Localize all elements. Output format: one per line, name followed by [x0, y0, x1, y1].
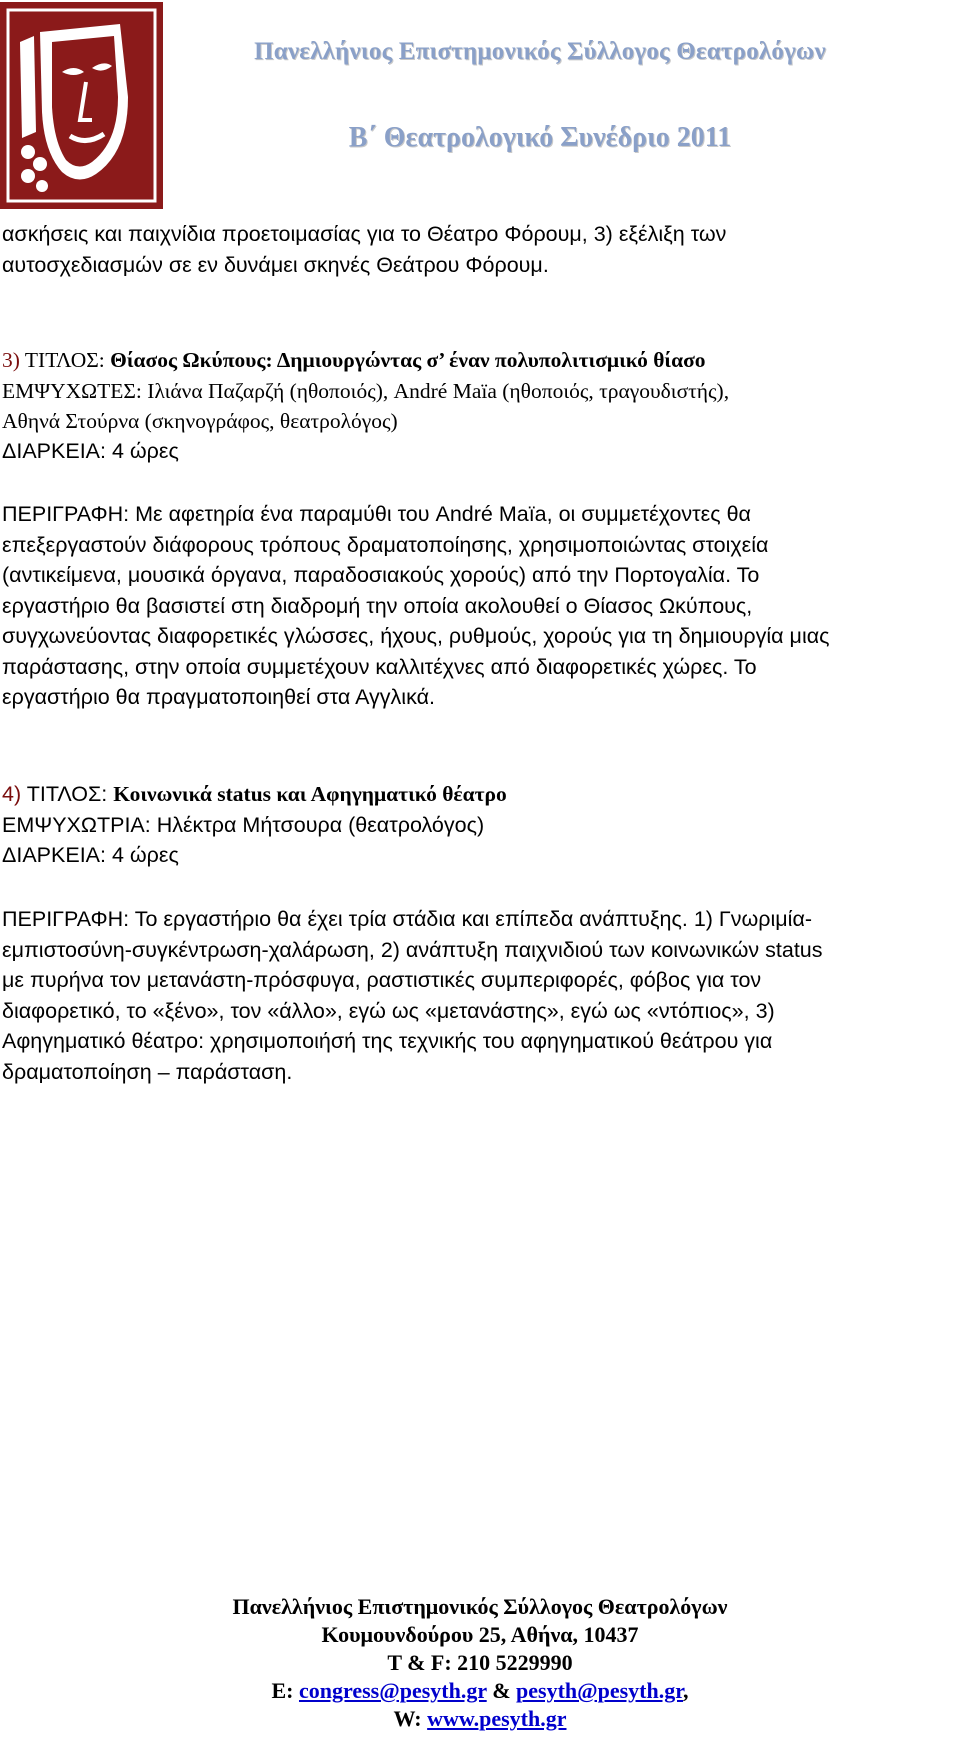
- theatre-mask-logo: [0, 2, 163, 209]
- workshop-3-description-line: συγχωνεύοντας διαφορετικές γλώσσες, ήχους, ρυθμούς, χορούς για τη δημιουργία μιας: [2, 624, 830, 648]
- footer-address: Κουμουνδούρου 25, Αθήνα, 10437: [321, 1622, 639, 1647]
- workshop-4-description-line: δραματοποίηση – παράσταση.: [2, 1059, 293, 1084]
- footer-web-label: W:: [393, 1706, 422, 1731]
- footer-email-label: E:: [271, 1678, 294, 1703]
- footer-comma: ,: [683, 1678, 689, 1703]
- workshop-3-description: [2, 499, 958, 713]
- workshop-3-description-line: εργαστήριο θα πραγματοποιηθεί στα Αγγλικά.: [2, 685, 435, 709]
- workshop-4-number: 4): [2, 782, 22, 806]
- intro-line: ασκήσεις και παιχνίδια προετοιμασίας για το Θέατρο Φόρουμ, 3) εξέλιξη των: [2, 222, 727, 246]
- workshop-4-title-line: [2, 779, 958, 810]
- workshop-4-description: [2, 904, 958, 1087]
- workshop-3-heading: [2, 345, 958, 437]
- workshop-4-description-line: διαφορετικό, το «ξένο», τον «άλλο», εγώ ως «μετανάστης», εγώ ως «ντόπιος», 3): [2, 998, 775, 1023]
- workshop-3-description-line: επεξεργαστούν διάφορους τρόπους δραματοποίησης, χρησιμοποιώντας στοιχεία: [2, 532, 769, 557]
- email-link-congress[interactable]: congress@pesyth.gr: [298, 1678, 487, 1703]
- workshop-4-description-line: με πυρήνα τον μετανάστη-πρόσφυγα, ραστιστικές συμπεριφορές, φόβος για τον: [2, 968, 762, 992]
- workshop-3-facilitators-line1: Ιλιάνα Παζαρζή (ηθοποιός), André Maïa (ηθοποιός, τραγουδιστής),: [147, 378, 730, 403]
- page-footer: [0, 1593, 960, 1733]
- intro-paragraph: [2, 219, 958, 280]
- workshop-3-description-line: παράστασης, στην οποία συμμετέχουν καλλιτέχνες από διαφορετικές χώρες. Το: [2, 654, 757, 679]
- workshop-4-description-line: ΠΕΡΙΓΡΑΦΗ: Το εργαστήριο θα έχει τρία στάδια και επίπεδα ανάπτυξης. 1) Γνωριμία-: [2, 907, 813, 931]
- footer-organization: Πανελλήνιος Επιστημονικός Σύλλογος Θεατρολόγων: [232, 1594, 728, 1619]
- footer-web: [0, 1705, 960, 1733]
- workshop-3-facilitators: [2, 376, 958, 407]
- workshop-3-title: Θίασος Ωκύπους: Δημιουργώντας σ’ έναν πολυπολιτισμικό θίασο: [110, 348, 706, 372]
- intro-line: αυτοσχεδιασμών σε εν δυνάμει σκηνές Θεάτρου Φόρουμ.: [2, 252, 549, 277]
- workshop-3-description-line: ΠΕΡΙΓΡΑΦΗ: Με αφετηρία ένα παραμύθι του André Maïa, οι συμμετέχοντες θα: [2, 502, 751, 526]
- workshop-3-facilitators-line2: Αθηνά Στούρνα (σκηνογράφος, θεατρολόγος): [2, 409, 398, 433]
- email-link-pesyth[interactable]: pesyth@pesyth.gr: [516, 1678, 683, 1703]
- workshop-3-number: 3): [2, 348, 20, 372]
- workshop-3-facilitators-label: ΕΜΨΥΧΩΤΕΣ:: [2, 378, 142, 403]
- workshop-4-facilitators: ΕΜΨΥΧΩΤΡΙΑ: Ηλέκτρα Μήτσουρα (θεατρολόγος): [2, 812, 485, 837]
- website-link[interactable]: www.pesyth.gr: [427, 1706, 567, 1731]
- workshop-4-description-line: Αφηγηματικό θέατρο: χρησιμοποιήσή της τεχνικής του αφηγηματικού θεάτρου για: [2, 1029, 773, 1053]
- workshop-4-duration: ΔΙΑΡΚΕΙΑ: 4 ώρες: [2, 843, 179, 867]
- workshop-4-title: Κοινωνικά status και Αφηγηματικό θέατρο: [113, 782, 507, 806]
- header-conference-title: Β΄ Θεατρολογικό Συνέδριο 2011: [348, 122, 732, 153]
- workshop-4-title-label: ΤΙΤΛΟΣ:: [26, 782, 108, 806]
- workshop-3-duration: ΔΙΑΡΚΕΙΑ: 4 ώρες: [2, 439, 179, 463]
- header-organization-name: Πανελλήνιος Επιστημονικός Σύλλογος Θεατρολόγων: [254, 38, 826, 65]
- workshop-3-title-label: ΤΙΤΛΟΣ:: [24, 348, 105, 372]
- footer-phone: T & F: 210 5229990: [387, 1650, 573, 1675]
- footer-amp: &: [492, 1678, 511, 1703]
- workshop-4-description-line: εμπιστοσύνη-συγκέντρωση-χαλάρωση, 2) ανάπτυξη παιχνιδιού των κοινωνικών status: [2, 937, 823, 962]
- workshop-3-title-line: [2, 345, 958, 376]
- workshop-3-description-line: (αντικείμενα, μουσικά όργανα, παραδοσιακούς χορούς) από την Πορτογαλία. Το: [2, 563, 760, 587]
- workshop-3-description-line: εργαστήριο θα βασιστεί στη διαδρομή την οποία ακολουθεί ο Θίασος Ωκύπους,: [2, 593, 753, 618]
- workshop-4-heading: [2, 779, 958, 871]
- footer-emails: [0, 1677, 960, 1705]
